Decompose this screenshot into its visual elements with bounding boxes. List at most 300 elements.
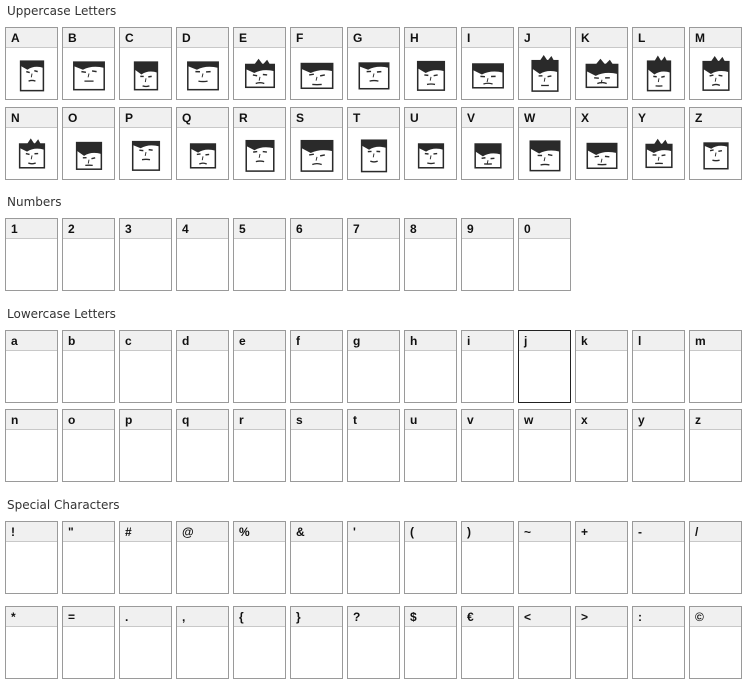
char-cell[interactable] [689, 521, 742, 594]
char-glyph [462, 128, 513, 179]
char-glyph [348, 430, 399, 481]
char-label: K [576, 28, 627, 48]
char-glyph [120, 48, 171, 99]
char-cell[interactable] [461, 409, 514, 482]
char-glyph [63, 351, 114, 402]
char-cell[interactable] [62, 409, 115, 482]
char-label: = [63, 607, 114, 627]
char-glyph [291, 430, 342, 481]
char-label: a [6, 331, 57, 351]
char-label: x [576, 410, 627, 430]
char-cell[interactable] [233, 606, 286, 679]
char-label: z [690, 410, 741, 430]
char-label: 7 [348, 219, 399, 239]
char-glyph [63, 128, 114, 179]
char-glyph [690, 430, 741, 481]
char-cell[interactable] [233, 27, 286, 100]
char-cell[interactable] [689, 27, 742, 100]
char-glyph [690, 351, 741, 402]
char-label: } [291, 607, 342, 627]
char-cell[interactable] [347, 409, 400, 482]
char-glyph [63, 542, 114, 593]
char-label: R [234, 108, 285, 128]
char-cell[interactable] [518, 218, 571, 291]
char-cell[interactable] [233, 218, 286, 291]
section-title-uppercase: Uppercase Letters [7, 4, 117, 18]
char-label: # [120, 522, 171, 542]
char-cell[interactable] [176, 606, 229, 679]
face-glyph-icon [469, 55, 507, 93]
special-row-1 [5, 521, 746, 594]
char-cell[interactable] [290, 218, 343, 291]
char-cell[interactable] [290, 409, 343, 482]
char-cell[interactable] [233, 107, 286, 180]
char-cell[interactable] [5, 107, 58, 180]
char-label: ~ [519, 522, 570, 542]
char-cell[interactable] [62, 606, 115, 679]
face-glyph-icon [241, 55, 279, 93]
face-glyph-icon [298, 135, 336, 173]
char-label: v [462, 410, 513, 430]
char-glyph [576, 351, 627, 402]
lowercase-row-2 [5, 409, 746, 482]
char-glyph [633, 430, 684, 481]
section-title-lowercase: Lowercase Letters [7, 307, 116, 321]
char-label: ( [405, 522, 456, 542]
char-cell[interactable] [290, 330, 343, 403]
char-cell[interactable] [689, 107, 742, 180]
numbers-row [5, 218, 575, 291]
char-glyph [234, 48, 285, 99]
face-glyph-icon [184, 135, 222, 173]
char-glyph [519, 351, 570, 402]
char-glyph [405, 128, 456, 179]
char-label: > [576, 607, 627, 627]
char-glyph [234, 239, 285, 290]
char-glyph [63, 239, 114, 290]
char-label: { [234, 607, 285, 627]
char-glyph [291, 627, 342, 678]
char-cell[interactable] [176, 107, 229, 180]
char-label: H [405, 28, 456, 48]
char-glyph [63, 48, 114, 99]
char-label: r [234, 410, 285, 430]
char-cell[interactable] [404, 606, 457, 679]
face-glyph-icon [697, 55, 735, 93]
char-label: + [576, 522, 627, 542]
char-glyph [405, 627, 456, 678]
char-glyph [462, 351, 513, 402]
char-cell[interactable] [518, 409, 571, 482]
char-cell[interactable] [290, 107, 343, 180]
char-label: ' [348, 522, 399, 542]
char-glyph [120, 430, 171, 481]
char-cell[interactable] [689, 606, 742, 679]
char-label: n [6, 410, 57, 430]
char-cell[interactable] [347, 218, 400, 291]
char-label: . [120, 607, 171, 627]
char-glyph [177, 351, 228, 402]
face-glyph-icon [127, 55, 165, 93]
char-cell[interactable] [5, 606, 58, 679]
char-cell[interactable] [5, 27, 58, 100]
char-label: ) [462, 522, 513, 542]
char-label: e [234, 331, 285, 351]
face-glyph-icon [697, 135, 735, 173]
char-label: h [405, 331, 456, 351]
char-label: 5 [234, 219, 285, 239]
char-cell[interactable] [347, 521, 400, 594]
char-label: A [6, 28, 57, 48]
char-cell[interactable] [119, 107, 172, 180]
char-glyph [177, 430, 228, 481]
face-glyph-icon [412, 135, 450, 173]
char-glyph [405, 48, 456, 99]
char-label: * [6, 607, 57, 627]
char-label: V [462, 108, 513, 128]
char-label: 0 [519, 219, 570, 239]
char-glyph [234, 128, 285, 179]
char-label: B [63, 28, 114, 48]
char-cell[interactable] [461, 107, 514, 180]
char-glyph [462, 48, 513, 99]
char-glyph [576, 430, 627, 481]
char-cell[interactable] [290, 27, 343, 100]
char-label: 9 [462, 219, 513, 239]
char-glyph [633, 128, 684, 179]
char-glyph [291, 48, 342, 99]
char-cell[interactable] [233, 521, 286, 594]
char-label: p [120, 410, 171, 430]
char-cell[interactable] [119, 330, 172, 403]
char-cell[interactable] [632, 521, 685, 594]
char-glyph [690, 542, 741, 593]
char-cell[interactable] [233, 409, 286, 482]
char-glyph [348, 351, 399, 402]
char-glyph [120, 239, 171, 290]
char-glyph [120, 351, 171, 402]
face-glyph-icon [241, 135, 279, 173]
char-cell[interactable] [632, 107, 685, 180]
char-cell[interactable] [575, 27, 628, 100]
char-glyph [576, 128, 627, 179]
char-cell[interactable] [176, 409, 229, 482]
char-cell[interactable] [461, 27, 514, 100]
char-label: " [63, 522, 114, 542]
face-glyph-icon [469, 135, 507, 173]
char-cell[interactable] [404, 27, 457, 100]
char-glyph [348, 627, 399, 678]
char-cell[interactable] [575, 330, 628, 403]
char-cell[interactable] [347, 27, 400, 100]
char-glyph [177, 239, 228, 290]
char-label: f [291, 331, 342, 351]
char-cell[interactable] [62, 107, 115, 180]
char-glyph [576, 542, 627, 593]
char-cell[interactable] [404, 107, 457, 180]
char-label: Z [690, 108, 741, 128]
char-glyph [291, 351, 342, 402]
char-glyph [6, 128, 57, 179]
char-label: $ [405, 607, 456, 627]
char-cell[interactable] [62, 521, 115, 594]
char-glyph [291, 239, 342, 290]
char-glyph [576, 627, 627, 678]
char-glyph [6, 627, 57, 678]
char-glyph [405, 430, 456, 481]
char-label: u [405, 410, 456, 430]
char-glyph [120, 627, 171, 678]
char-label: l [633, 331, 684, 351]
char-label: i [462, 331, 513, 351]
char-glyph [6, 542, 57, 593]
char-label: © [690, 607, 741, 627]
char-label: I [462, 28, 513, 48]
char-cell[interactable] [347, 606, 400, 679]
char-label: D [177, 28, 228, 48]
char-label: % [234, 522, 285, 542]
char-label: 2 [63, 219, 114, 239]
char-cell[interactable] [404, 521, 457, 594]
char-label: 8 [405, 219, 456, 239]
char-glyph [177, 542, 228, 593]
face-glyph-icon [13, 55, 51, 93]
char-label: L [633, 28, 684, 48]
char-glyph [633, 48, 684, 99]
char-cell[interactable] [575, 409, 628, 482]
char-glyph [519, 542, 570, 593]
char-cell[interactable] [119, 521, 172, 594]
char-cell[interactable] [461, 521, 514, 594]
uppercase-row-1 [5, 27, 746, 100]
char-cell[interactable] [518, 27, 571, 100]
face-glyph-icon [127, 135, 165, 173]
char-label: / [690, 522, 741, 542]
char-cell[interactable] [632, 27, 685, 100]
char-cell[interactable] [404, 218, 457, 291]
char-glyph [6, 48, 57, 99]
char-label: W [519, 108, 570, 128]
char-glyph [6, 351, 57, 402]
char-label: M [690, 28, 741, 48]
char-glyph [633, 627, 684, 678]
char-cell[interactable] [119, 606, 172, 679]
char-glyph [177, 627, 228, 678]
face-glyph-icon [640, 55, 678, 93]
char-glyph [633, 542, 684, 593]
char-glyph [519, 430, 570, 481]
char-cell[interactable] [632, 330, 685, 403]
char-label: 1 [6, 219, 57, 239]
char-cell[interactable] [176, 27, 229, 100]
char-label: @ [177, 522, 228, 542]
char-glyph [405, 542, 456, 593]
char-label: j [519, 331, 570, 351]
char-glyph [6, 430, 57, 481]
face-glyph-icon [412, 55, 450, 93]
char-glyph [462, 542, 513, 593]
char-glyph [519, 627, 570, 678]
char-cell[interactable] [119, 409, 172, 482]
char-glyph [120, 542, 171, 593]
uppercase-row-2 [5, 107, 746, 180]
char-label: P [120, 108, 171, 128]
char-glyph [6, 239, 57, 290]
char-glyph [348, 542, 399, 593]
char-label: J [519, 28, 570, 48]
char-glyph [690, 128, 741, 179]
char-cell[interactable] [575, 107, 628, 180]
face-glyph-icon [640, 135, 678, 173]
char-glyph [234, 542, 285, 593]
char-label: S [291, 108, 342, 128]
char-cell[interactable] [5, 521, 58, 594]
char-label: 6 [291, 219, 342, 239]
char-glyph [576, 48, 627, 99]
face-glyph-icon [13, 135, 51, 173]
face-glyph-icon [583, 135, 621, 173]
char-cell[interactable] [119, 218, 172, 291]
face-glyph-icon [70, 135, 108, 173]
char-label: € [462, 607, 513, 627]
char-label: T [348, 108, 399, 128]
char-glyph [405, 351, 456, 402]
char-label: ! [6, 522, 57, 542]
char-glyph [462, 430, 513, 481]
char-label: t [348, 410, 399, 430]
char-cell[interactable] [461, 330, 514, 403]
char-label: 3 [120, 219, 171, 239]
char-cell[interactable] [632, 409, 685, 482]
char-label: X [576, 108, 627, 128]
char-cell[interactable] [290, 606, 343, 679]
char-glyph [63, 430, 114, 481]
char-glyph [291, 542, 342, 593]
char-label: s [291, 410, 342, 430]
face-glyph-icon [526, 55, 564, 93]
char-label: k [576, 331, 627, 351]
char-glyph [291, 128, 342, 179]
face-glyph-icon [355, 135, 393, 173]
char-cell[interactable] [176, 521, 229, 594]
face-glyph-icon [526, 135, 564, 173]
char-label: , [177, 607, 228, 627]
char-label: - [633, 522, 684, 542]
char-label: b [63, 331, 114, 351]
char-cell[interactable] [5, 218, 58, 291]
char-glyph [348, 48, 399, 99]
char-cell[interactable] [62, 330, 115, 403]
char-glyph [120, 128, 171, 179]
face-glyph-icon [298, 55, 336, 93]
char-glyph [519, 48, 570, 99]
char-cell[interactable] [5, 330, 58, 403]
char-glyph [633, 351, 684, 402]
char-label: Q [177, 108, 228, 128]
lowercase-row-1 [5, 330, 746, 403]
char-cell[interactable] [233, 330, 286, 403]
char-label: ? [348, 607, 399, 627]
char-cell[interactable] [689, 409, 742, 482]
char-glyph [348, 239, 399, 290]
char-cell[interactable] [575, 521, 628, 594]
face-glyph-icon [583, 55, 621, 93]
char-cell[interactable] [290, 521, 343, 594]
section-title-numbers: Numbers [7, 195, 62, 209]
char-glyph [690, 627, 741, 678]
char-label: F [291, 28, 342, 48]
char-cell[interactable] [689, 330, 742, 403]
char-cell[interactable] [5, 409, 58, 482]
char-cell[interactable] [176, 218, 229, 291]
char-cell[interactable] [62, 27, 115, 100]
char-label: o [63, 410, 114, 430]
char-cell[interactable] [518, 606, 571, 679]
char-label: N [6, 108, 57, 128]
char-cell[interactable] [518, 330, 571, 403]
face-glyph-icon [70, 55, 108, 93]
char-label: O [63, 108, 114, 128]
char-cell[interactable] [404, 409, 457, 482]
char-glyph [519, 128, 570, 179]
char-cell[interactable] [404, 330, 457, 403]
char-label: G [348, 28, 399, 48]
face-glyph-icon [184, 55, 222, 93]
char-glyph [177, 128, 228, 179]
char-cell[interactable] [518, 107, 571, 180]
char-cell[interactable] [176, 330, 229, 403]
char-glyph [234, 430, 285, 481]
char-label: m [690, 331, 741, 351]
char-label: : [633, 607, 684, 627]
char-label: y [633, 410, 684, 430]
char-label: Y [633, 108, 684, 128]
section-title-special: Special Characters [7, 498, 120, 512]
char-label: 4 [177, 219, 228, 239]
char-cell[interactable] [347, 330, 400, 403]
char-cell[interactable] [518, 521, 571, 594]
char-glyph [462, 239, 513, 290]
char-label: w [519, 410, 570, 430]
char-label: g [348, 331, 399, 351]
char-label: c [120, 331, 171, 351]
char-glyph [234, 351, 285, 402]
char-glyph [519, 239, 570, 290]
char-label: E [234, 28, 285, 48]
char-glyph [234, 627, 285, 678]
char-glyph [63, 627, 114, 678]
char-glyph [462, 627, 513, 678]
char-cell[interactable] [347, 107, 400, 180]
char-label: < [519, 607, 570, 627]
special-row-2 [5, 606, 746, 679]
face-glyph-icon [355, 55, 393, 93]
char-glyph [690, 48, 741, 99]
char-cell[interactable] [119, 27, 172, 100]
char-cell[interactable] [575, 606, 628, 679]
char-glyph [348, 128, 399, 179]
char-cell[interactable] [461, 218, 514, 291]
char-cell[interactable] [632, 606, 685, 679]
char-cell[interactable] [461, 606, 514, 679]
char-label: & [291, 522, 342, 542]
char-glyph [177, 48, 228, 99]
char-label: C [120, 28, 171, 48]
char-label: q [177, 410, 228, 430]
char-label: d [177, 331, 228, 351]
char-cell[interactable] [62, 218, 115, 291]
char-label: U [405, 108, 456, 128]
